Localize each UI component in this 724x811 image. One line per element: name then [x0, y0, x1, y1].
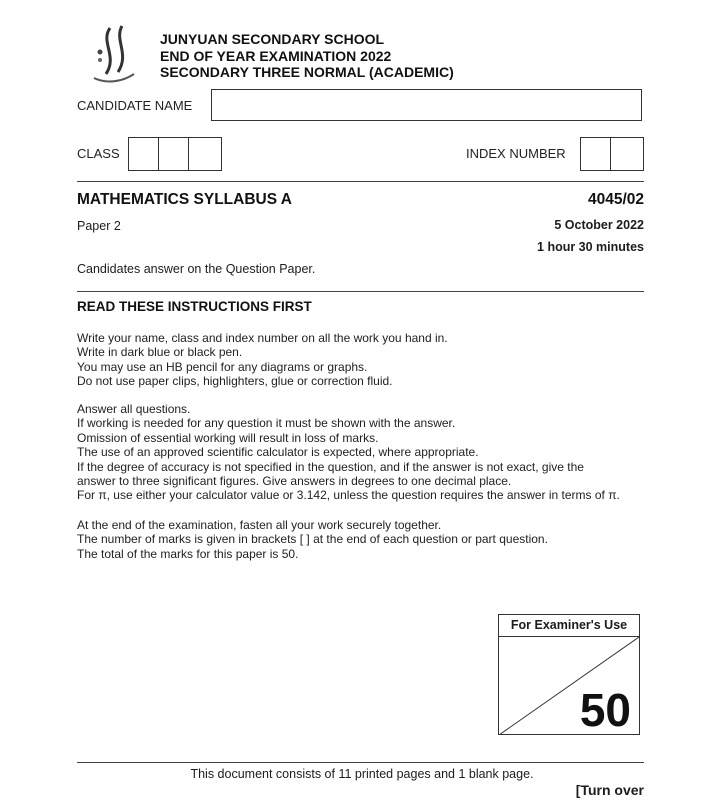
index-box-cell[interactable] — [611, 138, 641, 170]
instruction-line: Write in dark blue or black pen. — [77, 345, 243, 360]
turn-over: [Turn over — [575, 782, 644, 798]
candidate-name-field[interactable] — [211, 89, 642, 121]
examiners-use-heading: For Examiner's Use — [499, 615, 639, 637]
paper-code: 4045/02 — [587, 191, 644, 208]
divider — [77, 291, 644, 292]
level-title: SECONDARY THREE NORMAL (ACADEMIC) — [160, 64, 454, 80]
instruction-line: The number of marks is given in brackets [ ] at the end of each question or part question. — [77, 532, 548, 547]
examiners-use-box — [498, 614, 640, 735]
instruction-line: If the degree of accuracy is not specified in the question, and if the answer is not exact, give the — [77, 459, 584, 474]
instructions-heading: READ THESE INSTRUCTIONS FIRST — [77, 299, 312, 314]
instruction-line: For π, use either your calculator value or 3.142, unless the question requires the answer in terms of π. — [77, 488, 620, 503]
class-label: CLASS — [77, 146, 120, 161]
candidates-note: Candidates answer on the Question Paper. — [77, 262, 316, 276]
instruction-line: Answer all questions. — [77, 402, 191, 416]
examiners-use-score-area[interactable] — [499, 637, 639, 735]
instruction-line: Do not use paper clips, highlighters, glue or correction fluid. — [77, 374, 393, 389]
instruction-line: Omission of essential working will result in loss of marks. — [77, 430, 379, 445]
paper-number: Paper 2 — [77, 219, 121, 233]
class-box-cell[interactable] — [159, 138, 189, 170]
page-count-note: This document consists of 11 printed pages and 1 blank page. — [190, 767, 534, 781]
subject-title: MATHEMATICS SYLLABUS A — [77, 191, 292, 208]
instruction-line: If working is needed for any question it must be shown with the answer. — [77, 416, 456, 431]
index-number-boxes[interactable] — [580, 137, 644, 171]
instruction-line: The use of an approved scientific calculator is expected, where appropriate. — [77, 445, 479, 460]
divider — [77, 181, 644, 182]
exam-duration: 1 hour 30 minutes — [537, 240, 644, 254]
exam-title: END OF YEAR EXAMINATION 2022 — [160, 47, 392, 64]
candidate-name-label: CANDIDATE NAME — [77, 98, 193, 113]
divider — [77, 762, 644, 763]
instruction-line: You may use an HB pencil for any diagrams or graphs. — [77, 359, 368, 374]
instructions-group-3 — [77, 518, 548, 561]
school-logo — [88, 22, 140, 88]
school-header — [160, 31, 454, 81]
instructions-group-1 — [77, 331, 448, 389]
total-marks: 50 — [579, 684, 631, 736]
instruction-line: At the end of the examination, fasten all your work securely together. — [77, 518, 442, 532]
instruction-line: The total of the marks for this paper is 50. — [77, 546, 299, 561]
school-name: JUNYUAN SECONDARY SCHOOL — [160, 31, 385, 47]
index-box-cell[interactable] — [581, 138, 611, 170]
class-box-cell[interactable] — [189, 138, 219, 170]
exam-date: 5 October 2022 — [554, 218, 644, 232]
instruction-line: Write your name, class and index number on all the work you hand in. — [77, 331, 448, 345]
class-boxes[interactable] — [128, 137, 222, 171]
class-box-cell[interactable] — [129, 138, 159, 170]
instruction-line: answer to three significant figures. Give answers in degrees to one decimal place. — [77, 474, 512, 489]
instructions-group-2 — [77, 402, 620, 503]
index-number-label: INDEX NUMBER — [466, 146, 566, 161]
